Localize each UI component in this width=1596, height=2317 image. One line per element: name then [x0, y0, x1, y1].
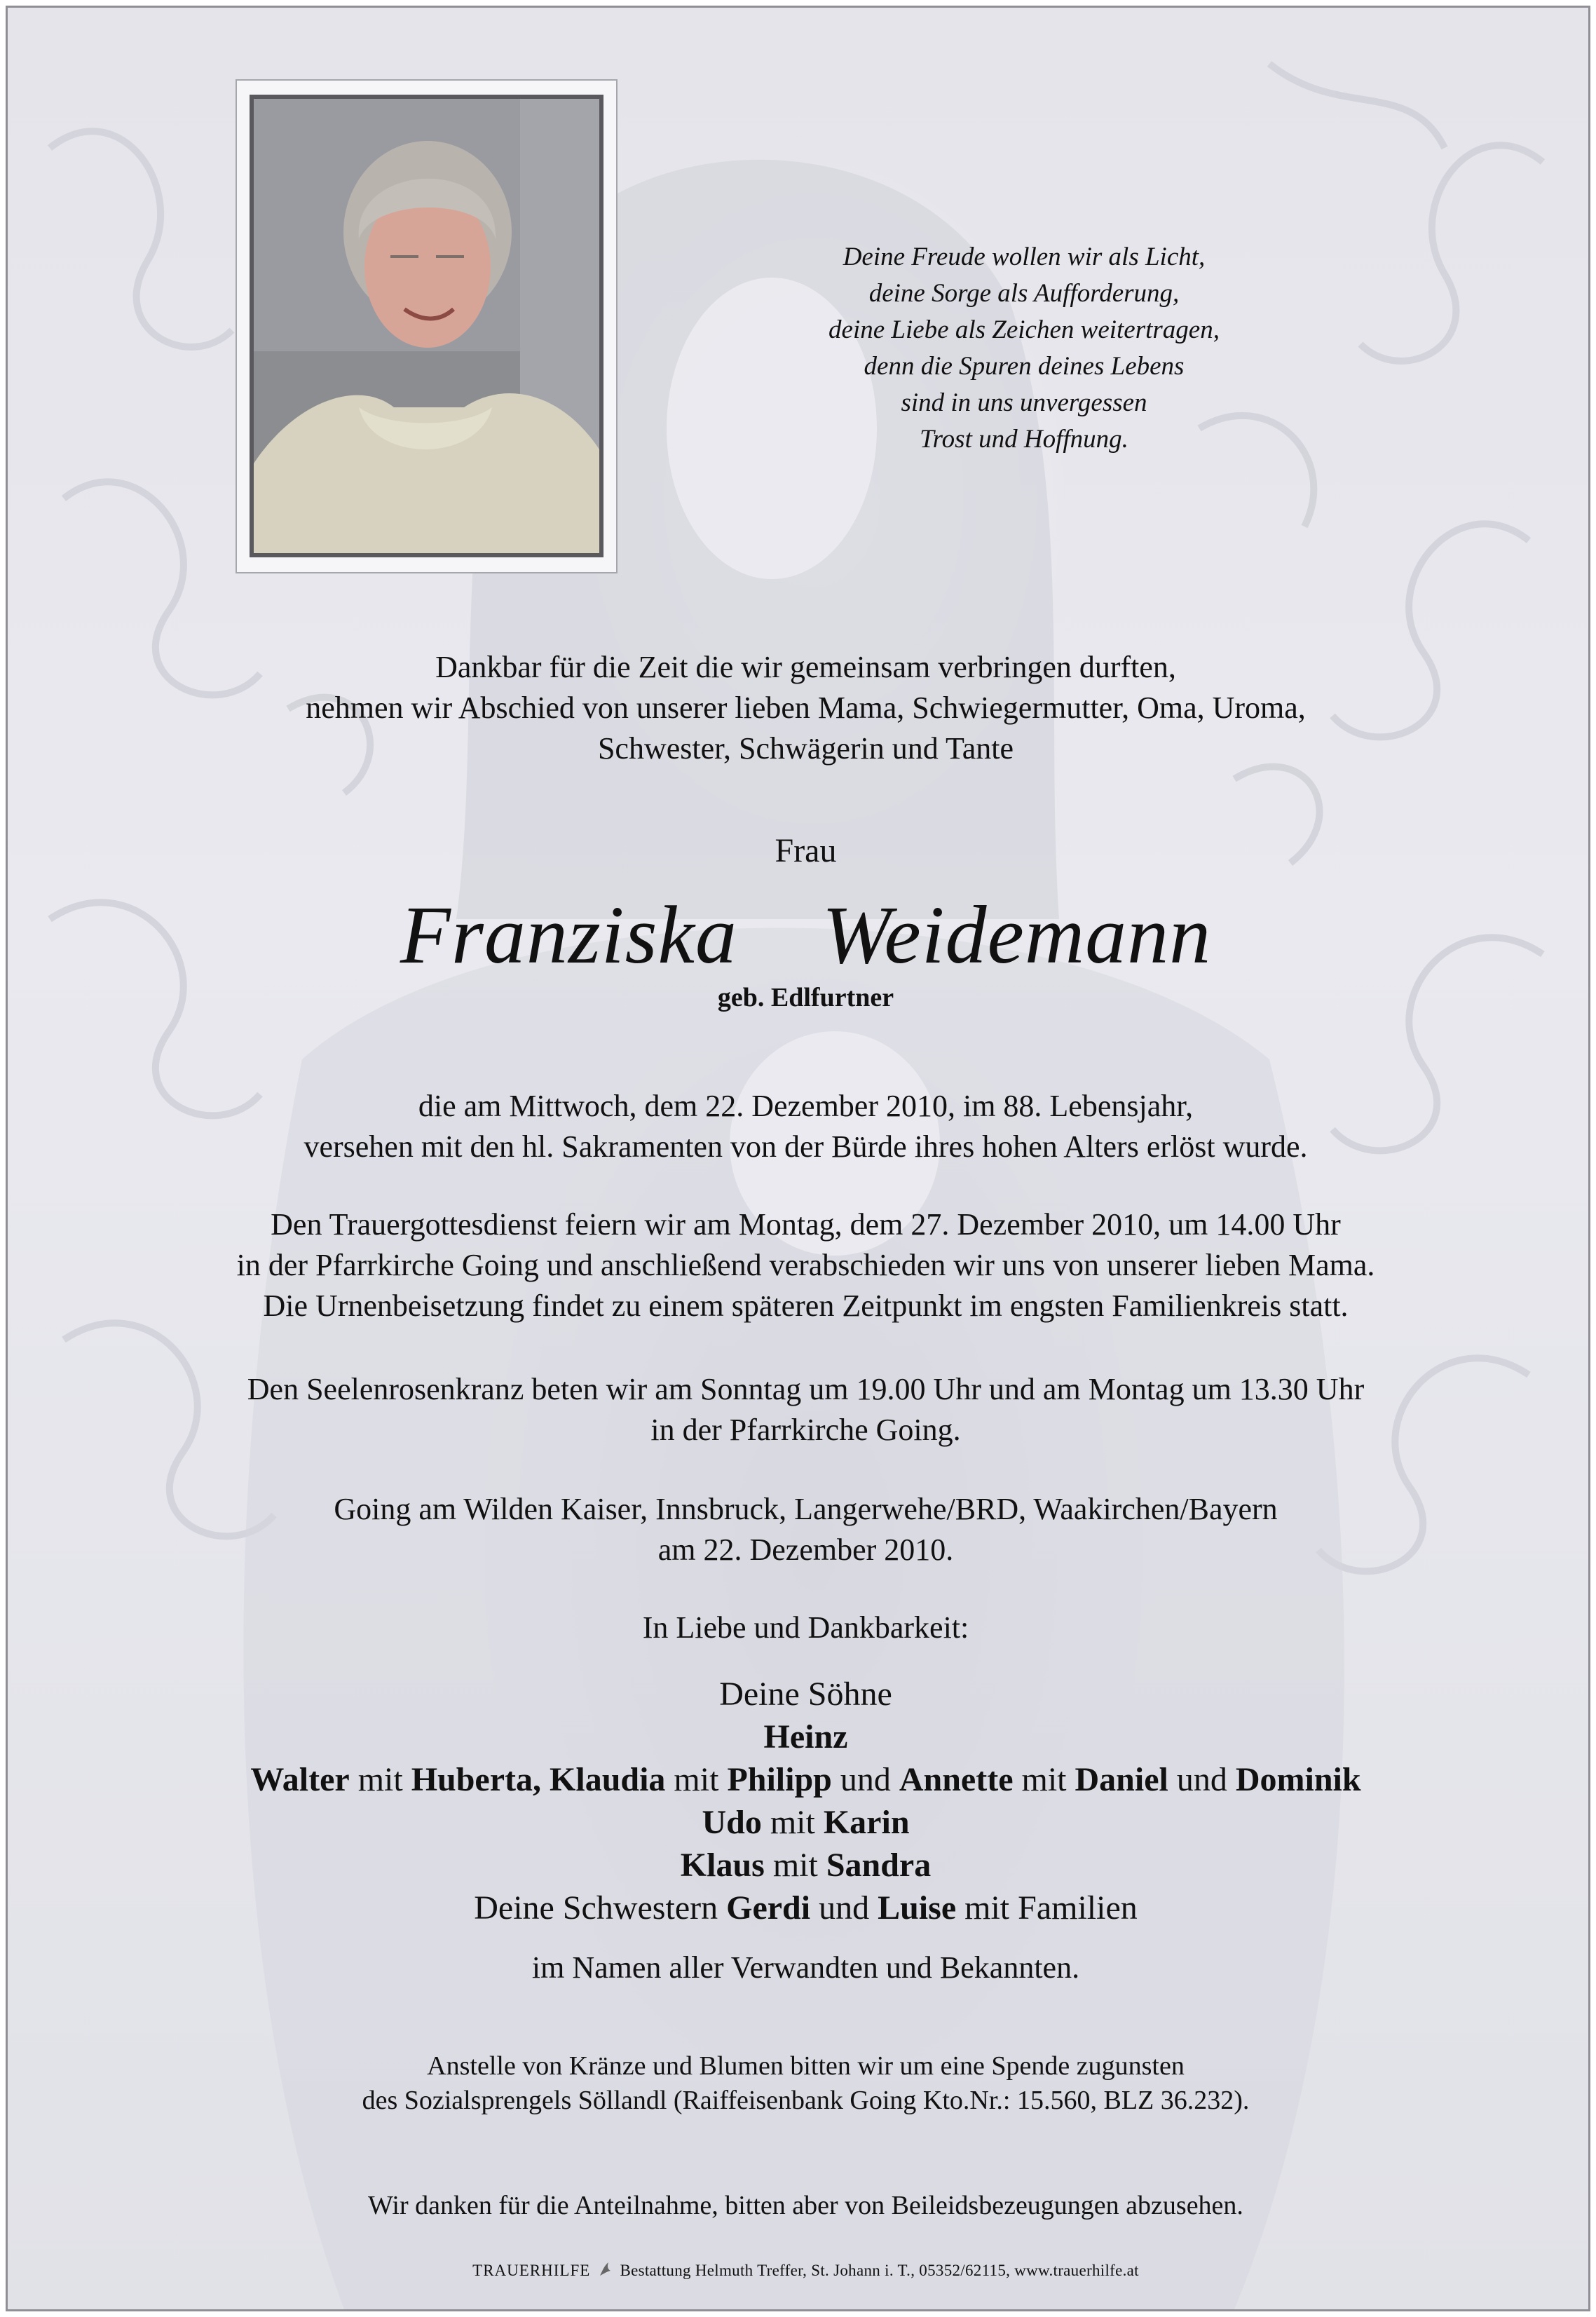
memorial-poem — [772, 239, 1276, 458]
poem-line: Trost und Hoffnung. — [920, 425, 1128, 454]
dove-logo-icon — [597, 2260, 613, 2278]
service-line: in der Pfarrkirche Going und anschließend verabschieden wir uns von unserer lieben Mama. — [236, 1248, 1375, 1282]
donation-line: Anstelle von Kränze und Blumen bitten wir um eine Spende zugunsten — [427, 2051, 1185, 2081]
family-name: Huberta, Klaudia — [411, 1761, 666, 1798]
connector-text: mit — [349, 1761, 411, 1798]
poem-line: denn die Spuren deines Lebens — [864, 352, 1185, 381]
family-name: Sandra — [826, 1847, 932, 1884]
family-name: Dominik — [1235, 1761, 1361, 1798]
death-notice — [50, 1086, 1562, 1167]
relatives-line: im Namen aller Verwandten und Bekannten. — [531, 1950, 1080, 1985]
family-member — [50, 1715, 1562, 1758]
family-member — [50, 1801, 1562, 1844]
rosary-info — [50, 1369, 1562, 1450]
poem-line: Deine Freude wollen wir als Licht, — [843, 243, 1206, 271]
poem-line: deine Liebe als Zeichen weitertragen, — [828, 315, 1220, 344]
page-border — [6, 6, 1590, 2311]
connector-text: mit — [761, 1804, 824, 1841]
salutation: Frau — [775, 832, 837, 869]
family-name: Luise — [878, 1889, 957, 1927]
connector-text: und — [1168, 1761, 1236, 1798]
maiden-name: geb. Edlfurtner — [717, 983, 894, 1012]
connector-text: und — [831, 1761, 899, 1798]
in-love-heading: In Liebe und Dankbarkeit: — [642, 1610, 969, 1645]
family-name: Annette — [899, 1761, 1014, 1798]
rosary-line: in der Pfarrkirche Going. — [650, 1413, 961, 1447]
thanks-line: Wir danken für die Anteilnahme, bitten aber von Beileidsbezeugungen abzusehen. — [368, 2191, 1243, 2220]
family-name: Philipp — [727, 1761, 832, 1798]
portrait-frame — [236, 79, 618, 573]
funeral-home-brand: TRAUERHILFE — [472, 2262, 591, 2279]
family-name: Klaus — [680, 1847, 765, 1884]
family-member — [50, 1844, 1562, 1887]
intro-text — [50, 647, 1562, 769]
rosary-line: Den Seelenrosenkranz beten wir am Sonntag um 19.00 Uhr und am Montag um 13.30 Uhr — [247, 1372, 1365, 1406]
date-line: am 22. Dezember 2010. — [657, 1533, 954, 1567]
places-line: Going am Wilden Kaiser, Innsbruck, Langerwehe/BRD, Waakirchen/Bayern — [334, 1492, 1278, 1526]
funeral-home-details: Bestattung Helmuth Treffer, St. Johann i. T., 05352/62115, www.trauerhilfe.at — [620, 2262, 1139, 2279]
family-name: Gerdi — [726, 1889, 811, 1927]
donation-request — [50, 2049, 1562, 2118]
family-list — [50, 1673, 1562, 1929]
connector-text: mit — [764, 1847, 826, 1884]
family-member — [50, 1758, 1562, 1801]
poem-line: sind in uns unvergessen — [901, 388, 1147, 417]
intro-line: Schwester, Schwägerin und Tante — [597, 731, 1014, 766]
connector-text: Deine Schwestern — [474, 1889, 727, 1927]
family-name: Daniel — [1075, 1761, 1168, 1798]
sons-label: Deine Söhne — [719, 1676, 892, 1713]
intro-line: nehmen wir Abschied von unserer lieben Mama, Schwiegermutter, Oma, Uroma, — [306, 691, 1306, 725]
connector-text: mit Familien — [956, 1889, 1138, 1927]
family-name: Karin — [823, 1804, 910, 1841]
intro-line: Dankbar für die Zeit die wir gemeinsam verbringen durften, — [435, 650, 1176, 684]
places-and-date — [50, 1489, 1562, 1570]
death-line: versehen mit den hl. Sakramenten von der Bürde ihres hohen Alters erlöst wurde. — [303, 1129, 1308, 1164]
family-name: Udo — [702, 1804, 762, 1841]
connector-text: und — [810, 1889, 878, 1927]
family-name: Walter — [250, 1761, 350, 1798]
service-line: Die Urnenbeisetzung findet zu einem späteren Zeitpunkt im engsten Familienkreis statt. — [263, 1289, 1349, 1323]
family-name: Heinz — [763, 1718, 848, 1755]
death-line: die am Mittwoch, dem 22. Dezember 2010, im 88. Lebensjahr, — [418, 1089, 1194, 1123]
family-member — [50, 1887, 1562, 1929]
footer-imprint — [50, 2260, 1562, 2280]
service-line: Den Trauergottesdienst feiern wir am Montag, dem 27. Dezember 2010, um 14.00 Uhr — [271, 1207, 1341, 1242]
connector-text: mit — [665, 1761, 728, 1798]
connector-text: mit — [1013, 1761, 1075, 1798]
poem-line: deine Sorge als Aufforderung, — [868, 279, 1180, 308]
deceased-name: Franziska Weidemann — [400, 889, 1212, 981]
portrait-photo — [250, 95, 603, 557]
funeral-service-info — [50, 1204, 1562, 1326]
donation-line: des Sozialsprengels Söllandl (Raiffeisenbank Going Kto.Nr.: 15.560, BLZ 36.232). — [362, 2086, 1250, 2115]
